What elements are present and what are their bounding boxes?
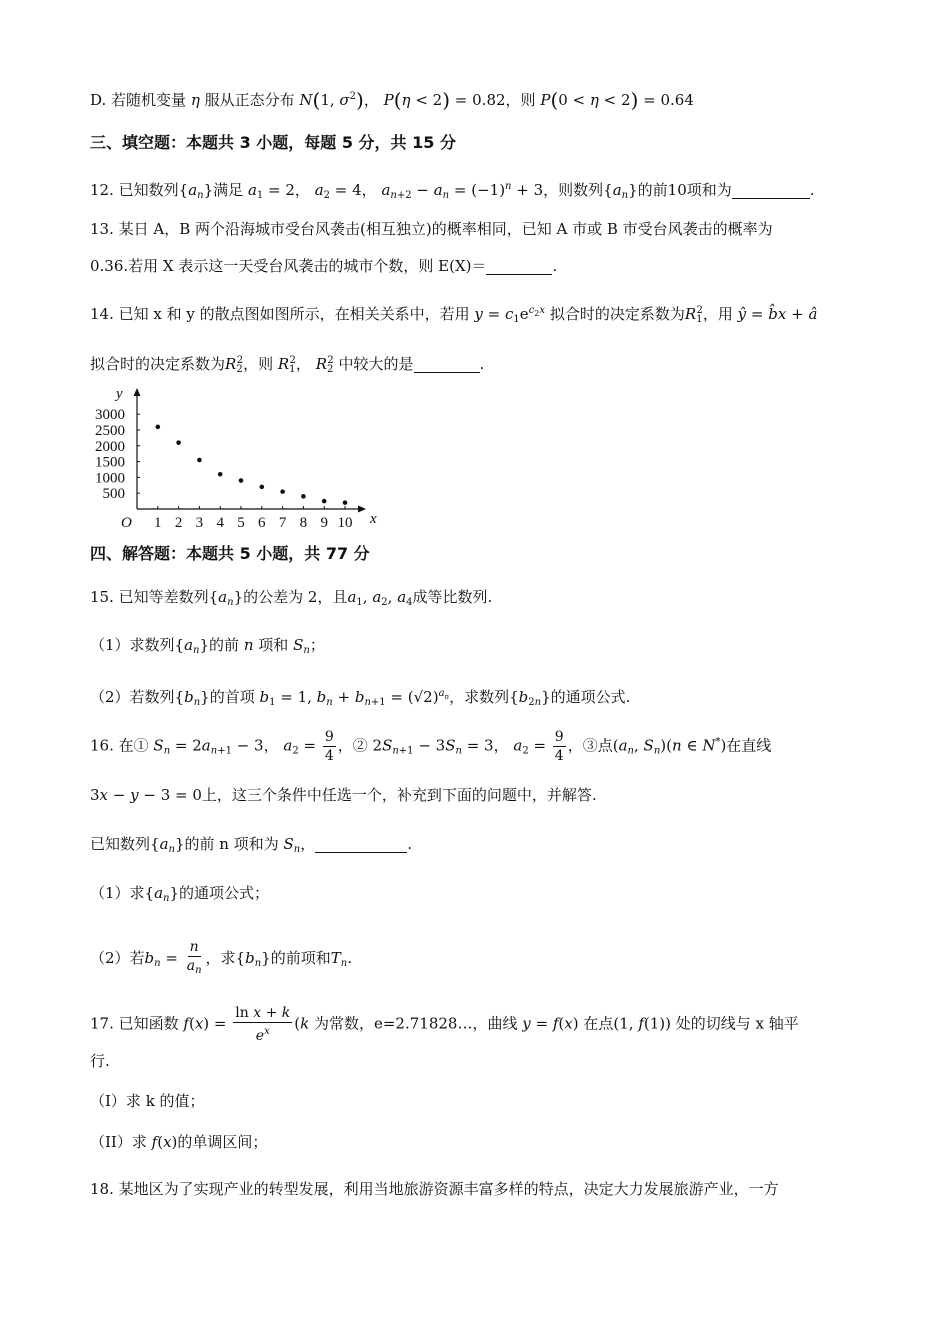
question-14-line2: 拟合时的决定系数为$R_2^2$，则 $R_1^2$， $R_2^2$ 中较大的是 .: [90, 355, 485, 375]
x-tick-label: 5: [237, 515, 245, 531]
question-16-line2: 3x − y − 3 = 0上，这三个条件中任选一个，补充到下面的问题中，并解答.: [90, 786, 597, 804]
scatter-point: [156, 425, 161, 430]
x-tick-label: 7: [278, 515, 287, 531]
question-15-part-2: （2）若数列$\{b_n\}$的首项 $b_1 = 1$, $b_n + b_{n+1} = (√2)^{a_n}$，求数列$\{b_{2n}\}$的通项公式.: [90, 688, 631, 708]
question-15: 15. 已知等差数列$\{a_n\}$的公差为 2，且$a_1$, $a_2$, $a_4$成等比数列.: [90, 588, 493, 608]
x-tick-label: 1: [154, 515, 162, 531]
scatter-point: [176, 440, 181, 445]
y-axis-arrow: [134, 388, 141, 396]
question-16-line3: 已知数列$\{a_n\}$的前 n 项和为 $S_n$， .: [90, 835, 413, 855]
question-17-line2: 行.: [90, 1052, 110, 1070]
scatter-point: [280, 489, 285, 494]
scatter-chart: [88, 382, 378, 532]
question-16-part-1: （1）求$\{a_n\}$的通项公式；: [90, 884, 270, 904]
scatter-point: [322, 499, 327, 504]
y-tick-label: 1000: [95, 470, 125, 487]
question-16-part-2: （2）若$b_n$ = $\frac{n}{a_n}$ ，求$\{b_n\}$的前项和$T_n$.: [90, 939, 352, 976]
x-tick-label: 4: [216, 515, 224, 531]
x-axis-arrow: [358, 506, 366, 513]
section-4-heading: 四、解答题：本题共 5 小题，共 77 分: [90, 544, 370, 563]
scatter-point: [260, 485, 265, 490]
answer-blank[interactable]: [414, 356, 480, 373]
question-18-line1: 18. 某地区为了实现产业的转型发展，利用当地旅游资源丰富多样的特点，决定大力发展旅游产业，一方: [90, 1180, 779, 1198]
question-16-line1: 16. 在① $S_n = 2a_{n+1} - 3$， $a_2$ = $\frac{9}{4}$ ，② $2S_{n+1} - 3S_n = 3$， $a_2$ = $\frac{9}{4}$ ，③点($a_n$, $S_n)(n$ ∈ N*)在直线: [90, 729, 772, 764]
question-12: 12. 已知数列$\{a_n\}$满足 $a_1 = 2$， $a_2 = 4$， $a_{n+2} - a_n = (-1)^n + 3$，则数列$\{a_n\}$的前10项和为 .: [90, 181, 815, 201]
origin-label: O: [121, 515, 132, 531]
question-17-line1: 17. 已知函数 f(x) = $\frac{\text{ln x + k}}{e^x}$ (k 为常数，e=2.71828…，曲线 y = f(x) 在点(1, f(1)) 处的切线与 x 轴平: [90, 1005, 799, 1044]
x-tick-label: 10: [337, 515, 353, 531]
x-axis-label: x: [370, 511, 377, 527]
y-tick-label: 2500: [95, 423, 125, 439]
question-17-part-2: （II）求 f(x)的单调区间；: [90, 1133, 268, 1151]
y-tick-label: 2000: [95, 438, 125, 455]
y-axis-label: y: [116, 386, 123, 402]
scatter-point: [197, 458, 202, 463]
x-tick-label: 8: [299, 515, 308, 531]
y-tick-label: 500: [102, 486, 125, 503]
x-tick-label: 6: [258, 515, 266, 531]
question-13-line2: 0.36.若用 X 表示这一天受台风袭击的城市个数，则 E(X)＝ .: [90, 257, 558, 275]
scatter-point: [239, 478, 244, 483]
scatter-point: [218, 472, 223, 477]
section-3-heading: 三、填空题：本题共 3 小题，每题 5 分，共 15 分: [90, 133, 456, 152]
condition-blank[interactable]: [315, 836, 407, 853]
y-tick-label: 3000: [95, 407, 125, 424]
y-tick-label: 1500: [95, 454, 125, 471]
x-tick-label: 9: [320, 515, 328, 531]
q11-option-d: D. 若随机变量 η 服从正态分布 N(1, $\sigma^2$)， P(η < 2) = 0.82，则 P(0 < η < 2) = 0.64: [90, 88, 694, 112]
question-15-part-1: （1）求数列$\{a_n\}$的前 n 项和 $S_n$；: [90, 636, 325, 656]
scatter-point: [301, 494, 306, 499]
answer-blank[interactable]: [732, 182, 810, 199]
x-tick-label: 3: [195, 515, 204, 531]
scatter-point: [343, 500, 348, 505]
question-17-part-1: （I）求 k 的值；: [90, 1092, 205, 1110]
question-14-line1: 14. 已知 x 和 y 的散点图如图所示，在相关关系中，若用 $y = c_1e^{c_2x}$ 拟合时的决定系数为$R_1^2$，用 ŷ = b̂x + â: [90, 305, 818, 325]
question-13-line1: 13. 某日 A，B 两个沿海城市受台风袭击(相互独立)的概率相同，已知 A 市或 B 市受台风袭击的概率为: [90, 220, 773, 238]
answer-blank[interactable]: [486, 258, 552, 275]
x-tick-label: 2: [174, 515, 183, 531]
